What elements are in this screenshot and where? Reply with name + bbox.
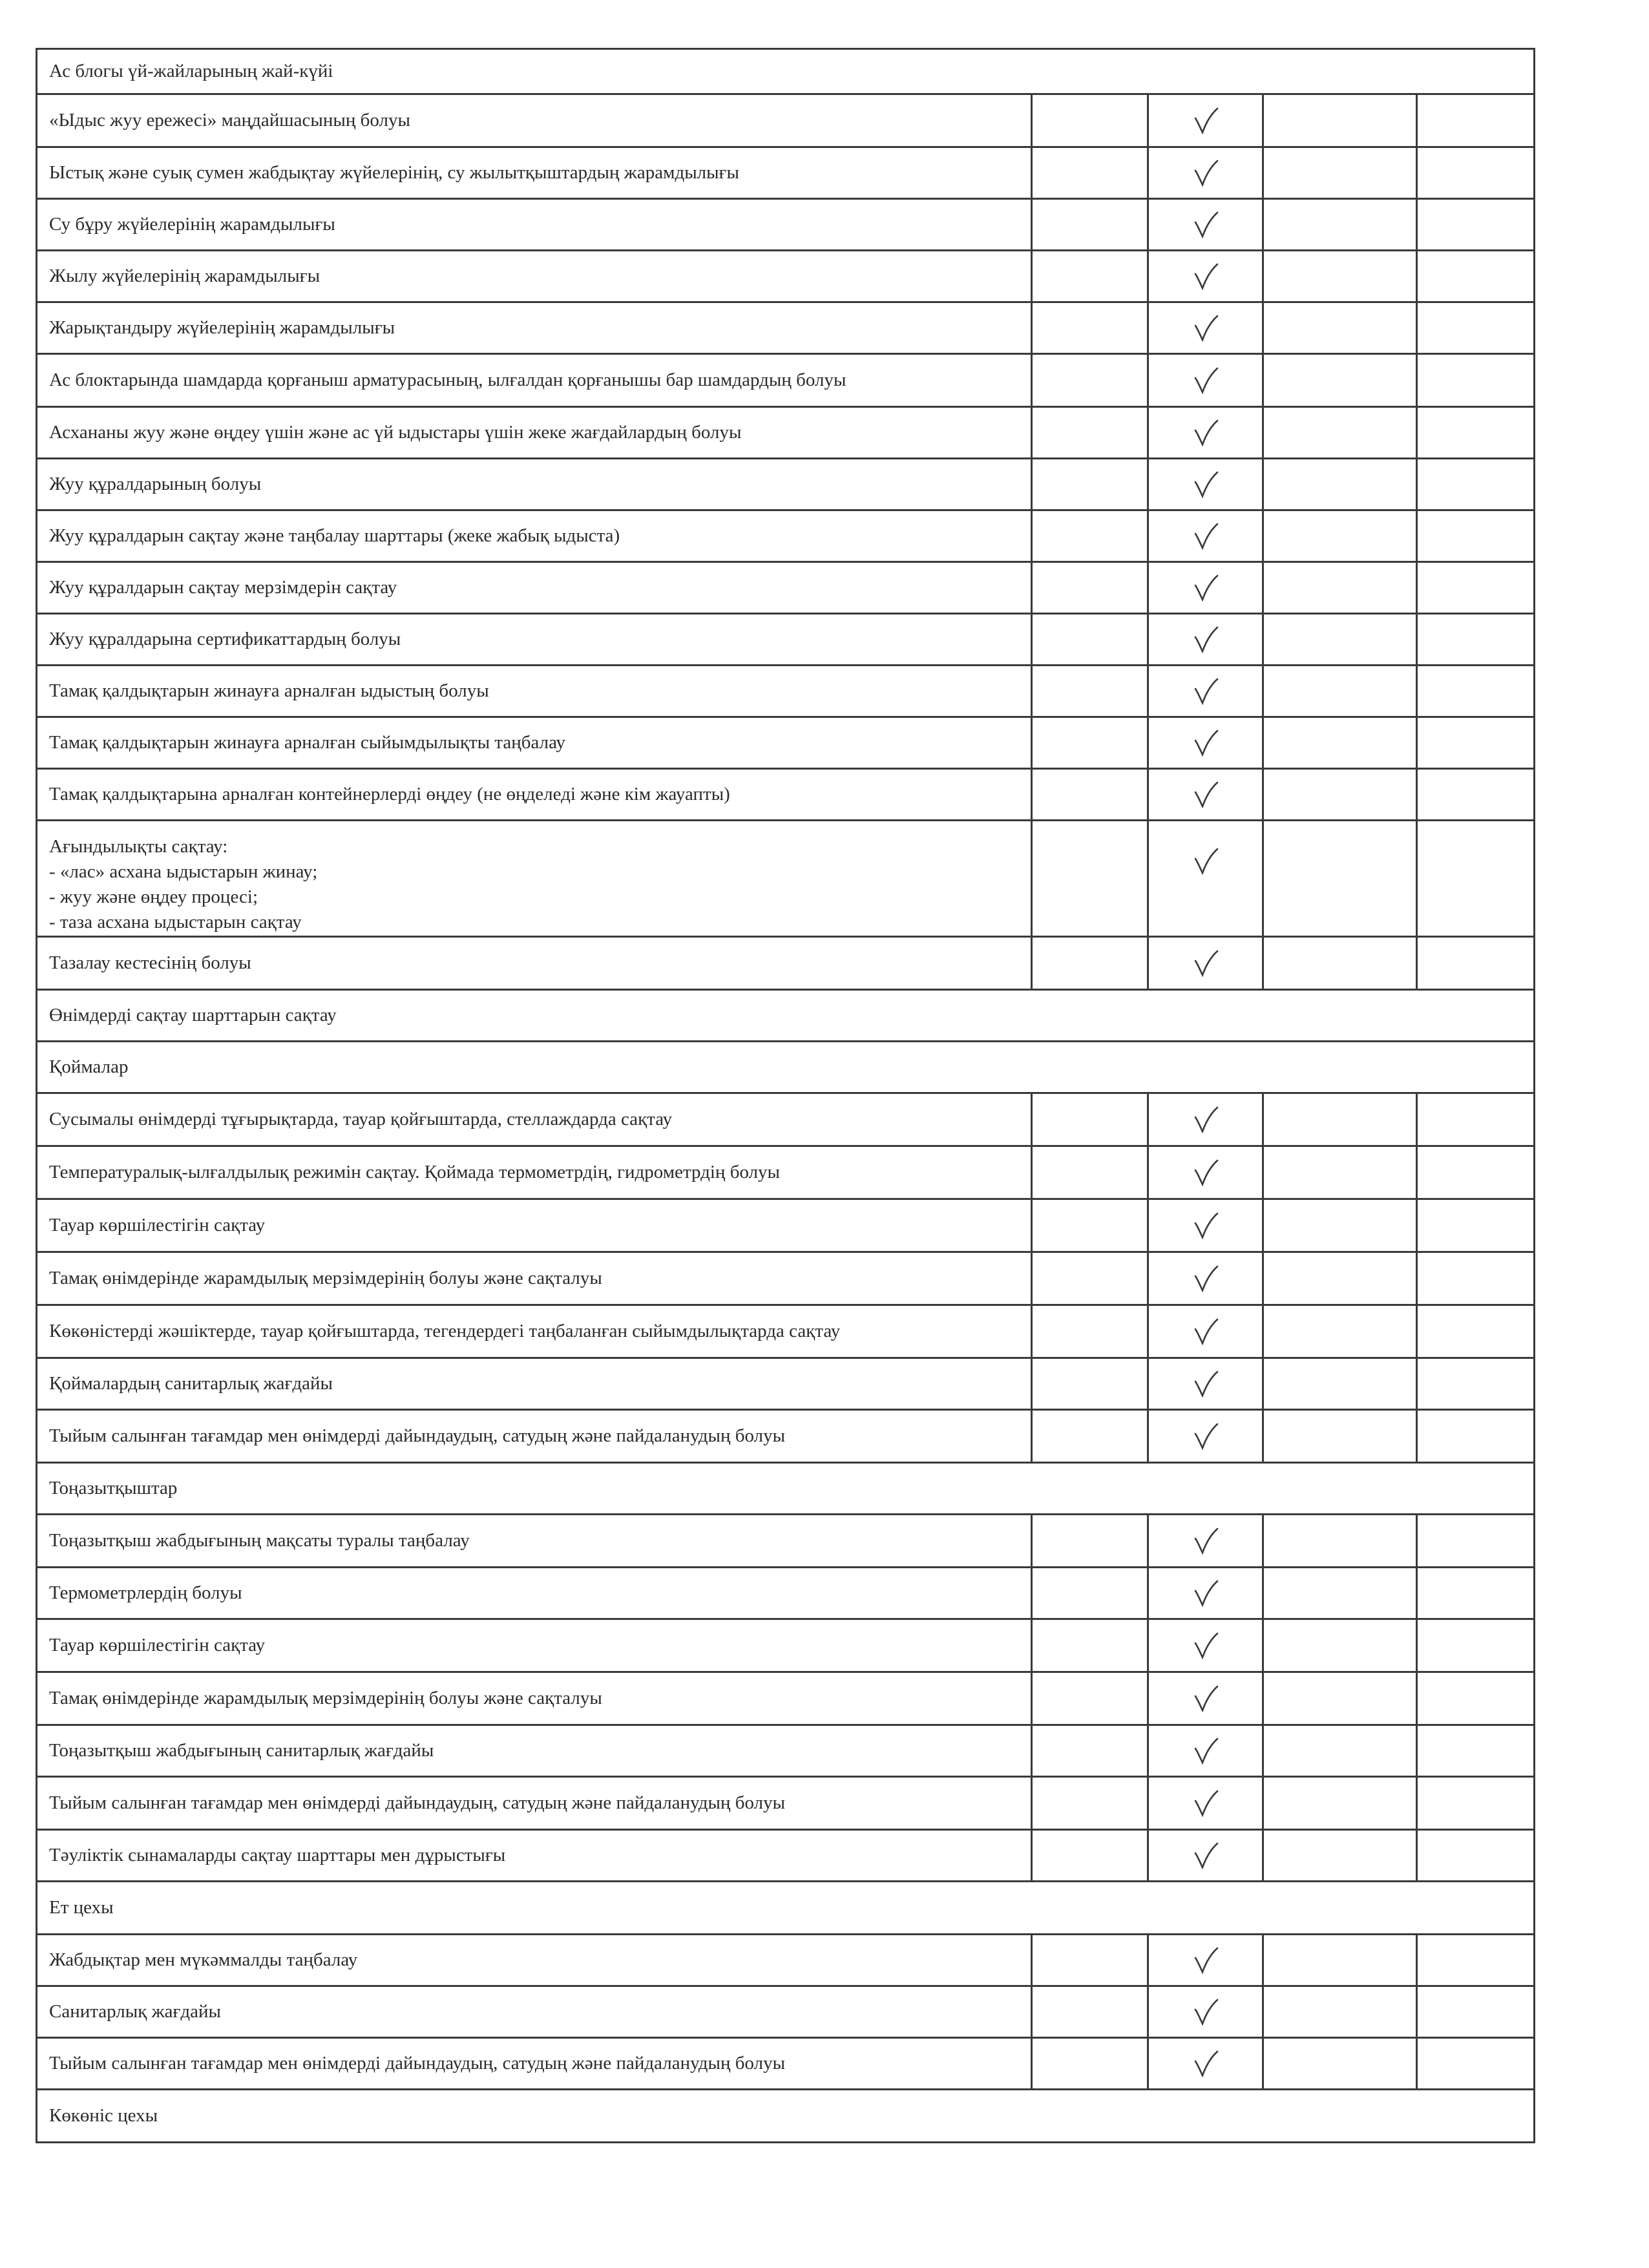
answer-cell-yes [1148,937,1263,990]
answer-cell-1 [1032,1093,1148,1146]
answer-cell-1 [1032,1515,1148,1568]
answer-cell-1 [1032,1252,1148,1305]
answer-cell-3 [1263,1305,1417,1358]
answer-cell-1 [1032,1672,1148,1725]
requirement-line: - таза асхана ыдыстарын сақтау [49,912,302,933]
handwritten-checkmark-icon [1192,1106,1220,1134]
answer-cell-4 [1417,1358,1535,1410]
answer-cell-yes [1148,407,1263,459]
answer-cell-yes [1148,1199,1263,1252]
handwritten-checkmark-icon [1192,211,1220,239]
checklist-row [37,1515,1535,1568]
handwritten-checkmark-icon [1192,1789,1220,1818]
answer-cell-4 [1417,1305,1535,1358]
requirement-text: Тауар көршілестігін сақтау [37,1619,1032,1672]
checklist-row [37,614,1535,666]
answer-cell-3 [1263,1672,1417,1725]
answer-cell-yes [1148,562,1263,614]
requirement-text: Су бұру жүйелерінің жарамдылығы [37,199,1032,251]
answer-cell-3 [1263,937,1417,990]
handwritten-checkmark-icon [1192,1212,1220,1240]
answer-cell-4 [1417,147,1535,199]
answer-cell-3 [1263,407,1417,459]
checklist-row [37,354,1535,407]
checklist-row [37,1093,1535,1146]
answer-cell-4 [1417,1830,1535,1882]
answer-cell-yes [1148,510,1263,562]
checklist-row [37,1777,1535,1830]
answer-cell-4 [1417,510,1535,562]
handwritten-checkmark-icon [1192,262,1220,291]
answer-cell-yes [1148,1093,1263,1146]
requirement-text: Жуу құралдарының болуы [37,459,1032,510]
requirement-text: Тауар көршілестігін сақтау [37,1199,1032,1252]
answer-cell-yes [1148,1410,1263,1463]
answer-cell-1 [1032,614,1148,666]
handwritten-checkmark-icon [1192,729,1220,757]
checklist-row [37,1935,1535,1986]
checklist-row [37,302,1535,354]
handwritten-checkmark-icon [1192,419,1220,447]
checklist-row [37,510,1535,562]
answer-cell-1 [1032,302,1148,354]
handwritten-checkmark-icon [1192,1527,1220,1555]
handwritten-checkmark-icon [1192,1159,1220,1187]
handwritten-checkmark-icon [1192,470,1220,499]
requirement-text: Температуралық-ылғалдылық режимін сақтау. Қоймада термометрдің, гидрометрдің болуы [37,1146,1032,1199]
answer-cell-yes [1148,614,1263,666]
answer-cell-4 [1417,666,1535,717]
answer-cell-yes [1148,199,1263,251]
checklist-row [37,1830,1535,1882]
answer-cell-4 [1417,769,1535,821]
answer-cell-4 [1417,1093,1535,1146]
checklist-sheet [36,48,1533,2143]
answer-cell-3 [1263,717,1417,769]
answer-cell-4 [1417,199,1535,251]
answer-cell-4 [1417,1777,1535,1830]
handwritten-checkmark-icon [1192,949,1220,978]
requirement-text: Асхананы жуу және өңдеу үшін және ас үй ыдыстары үшін жеке жағдайлардың болуы [37,407,1032,459]
answer-cell-1 [1032,459,1148,510]
answer-cell-1 [1032,1410,1148,1463]
handwritten-checkmark-icon [1192,1842,1220,1870]
handwritten-checkmark-icon [1192,1632,1220,1660]
answer-cell-yes [1148,717,1263,769]
answer-cell-yes [1148,147,1263,199]
section-header-row [37,1463,1535,1515]
handwritten-checkmark-icon [1192,366,1220,395]
answer-cell-1 [1032,1619,1148,1672]
handwritten-checkmark-icon [1192,1998,1220,2026]
answer-cell-yes [1148,1619,1263,1672]
requirement-text: Тамақ өнімдерінде жарамдылық мерзімдерінің болуы және сақталуы [37,1672,1032,1725]
answer-cell-1 [1032,1777,1148,1830]
checklist-row [37,1410,1535,1463]
requirement-text: Санитарлық жағдайы [37,1986,1032,2038]
answer-cell-3 [1263,1252,1417,1305]
answer-cell-3 [1263,1777,1417,1830]
handwritten-checkmark-icon [1192,107,1220,135]
answer-cell-yes [1148,251,1263,302]
answer-cell-1 [1032,1568,1148,1619]
requirement-text: Тыйым салынған тағамдар мен өнімдерді дайындаудың, сатудың және пайдаланудың болуы [37,2038,1032,2090]
requirement-text: «Ыдыс жуу ережесі» маңдайшасының болуы [37,94,1032,147]
handwritten-checkmark-icon [1192,1318,1220,1346]
answer-cell-4 [1417,1619,1535,1672]
requirement-text: Жабдықтар мен мүкәммалды таңбалау [37,1935,1032,1986]
requirement-text: Жарықтандыру жүйелерінің жарамдылығы [37,302,1032,354]
answer-cell-1 [1032,2038,1148,2090]
checklist-row [37,1358,1535,1410]
answer-cell-1 [1032,717,1148,769]
answer-cell-1 [1032,510,1148,562]
inspection-checklist-table [36,48,1535,2143]
requirement-text: Тыйым салынған тағамдар мен өнімдерді дайындаудың, сатудың және пайдаланудың болуы [37,1777,1032,1830]
requirement-text: Ас блоктарында шамдарда қорғаныш арматурасының, ылғалдан қорғанышы бар шамдардың болуы [37,354,1032,407]
answer-cell-3 [1263,562,1417,614]
handwritten-checkmark-icon [1192,847,1220,876]
answer-cell-yes [1148,302,1263,354]
requirement-text [37,821,1032,937]
answer-cell-yes [1148,1777,1263,1830]
checklist-row [37,147,1535,199]
requirement-line: - «лас» асхана ыдыстарын жинау; [49,861,318,883]
answer-cell-yes [1148,94,1263,147]
answer-cell-3 [1263,1146,1417,1199]
checklist-row [37,937,1535,990]
requirement-text: Сусымалы өнімдерді тұғырықтарда, тауар қойғыштарда, стеллаждарда сақтау [37,1093,1032,1146]
checklist-row [37,1305,1535,1358]
section-title: Қоймалар [37,1042,1535,1093]
checklist-row [37,1672,1535,1725]
section-header-row [37,1042,1535,1093]
answer-cell-yes [1148,821,1263,937]
handwritten-checkmark-icon [1192,574,1220,602]
section-header-row [37,1882,1535,1935]
answer-cell-yes [1148,1725,1263,1777]
answer-cell-3 [1263,459,1417,510]
handwritten-checkmark-icon [1192,1422,1220,1451]
answer-cell-4 [1417,1568,1535,1619]
answer-cell-3 [1263,251,1417,302]
answer-cell-1 [1032,769,1148,821]
answer-cell-3 [1263,1410,1417,1463]
answer-cell-3 [1263,1358,1417,1410]
answer-cell-yes [1148,1252,1263,1305]
answer-cell-4 [1417,562,1535,614]
answer-cell-3 [1263,1619,1417,1672]
answer-cell-4 [1417,2038,1535,2090]
section-header-row [37,990,1535,1042]
answer-cell-yes [1148,1305,1263,1358]
answer-cell-4 [1417,302,1535,354]
answer-cell-yes [1148,2038,1263,2090]
requirement-text: Көкөністерді жәшіктерде, тауар қойғыштарда, тегендердегі таңбаланған сыйымдылықтарда сақтау [37,1305,1032,1358]
answer-cell-4 [1417,717,1535,769]
answer-cell-yes [1148,1830,1263,1882]
answer-cell-3 [1263,821,1417,937]
section-title: Ет цехы [37,1882,1535,1935]
answer-cell-4 [1417,1515,1535,1568]
answer-cell-4 [1417,1935,1535,1986]
handwritten-checkmark-icon [1192,677,1220,706]
answer-cell-4 [1417,1410,1535,1463]
requirement-text: Тамақ өнімдерінде жарамдылық мерзімдерінің болуы және сақталуы [37,1252,1032,1305]
answer-cell-1 [1032,666,1148,717]
section-header-row [37,2090,1535,2143]
handwritten-checkmark-icon [1192,522,1220,551]
requirement-text: Тоңазытқыш жабдығының санитарлық жағдайы [37,1725,1032,1777]
answer-cell-3 [1263,1568,1417,1619]
answer-cell-yes [1148,459,1263,510]
answer-cell-3 [1263,1515,1417,1568]
checklist-row [37,717,1535,769]
checklist-row [37,407,1535,459]
checklist-row [37,562,1535,614]
checklist-row [37,94,1535,147]
checklist-row [37,1252,1535,1305]
answer-cell-yes [1148,354,1263,407]
answer-cell-4 [1417,1986,1535,2038]
checklist-row [37,1725,1535,1777]
requirement-text: Жылу жүйелерінің жарамдылығы [37,251,1032,302]
requirement-line: Ағындылықты сақтау: [49,836,228,857]
checklist-row [37,2038,1535,2090]
answer-cell-3 [1263,1199,1417,1252]
answer-cell-3 [1263,354,1417,407]
answer-cell-yes [1148,1568,1263,1619]
answer-cell-4 [1417,1725,1535,1777]
answer-cell-4 [1417,821,1535,937]
requirement-text: Термометрлердің болуы [37,1568,1032,1619]
checklist-row [37,1568,1535,1619]
answer-cell-3 [1263,769,1417,821]
answer-cell-3 [1263,666,1417,717]
answer-cell-1 [1032,354,1148,407]
answer-cell-yes [1148,1986,1263,2038]
answer-cell-1 [1032,562,1148,614]
handwritten-checkmark-icon [1192,1265,1220,1293]
answer-cell-yes [1148,769,1263,821]
answer-cell-yes [1148,1672,1263,1725]
answer-cell-4 [1417,614,1535,666]
checklist-row [37,1986,1535,2038]
answer-cell-1 [1032,407,1148,459]
handwritten-checkmark-icon [1192,1370,1220,1398]
section-title: Өнімдерді сақтау шарттарын сақтау [37,990,1535,1042]
answer-cell-1 [1032,1199,1148,1252]
answer-cell-yes [1148,1358,1263,1410]
requirement-text: Қоймалардың санитарлық жағдайы [37,1358,1032,1410]
answer-cell-yes [1148,1146,1263,1199]
checklist-row [37,459,1535,510]
answer-cell-yes [1148,1935,1263,1986]
answer-cell-1 [1032,1305,1148,1358]
requirement-text: Жуу құралдарына сертификаттардың болуы [37,614,1032,666]
answer-cell-3 [1263,1986,1417,2038]
answer-cell-3 [1263,2038,1417,2090]
answer-cell-1 [1032,1358,1148,1410]
answer-cell-3 [1263,1725,1417,1777]
handwritten-checkmark-icon [1192,1737,1220,1765]
answer-cell-4 [1417,1199,1535,1252]
answer-cell-3 [1263,302,1417,354]
handwritten-checkmark-icon [1192,625,1220,654]
answer-cell-1 [1032,147,1148,199]
answer-cell-4 [1417,407,1535,459]
handwritten-checkmark-icon [1192,1685,1220,1713]
checklist-row [37,821,1535,937]
checklist-row [37,1619,1535,1672]
answer-cell-1 [1032,199,1148,251]
requirement-text: Тәуліктік сынамаларды сақтау шарттары мен дұрыстығы [37,1830,1032,1882]
checklist-row [37,251,1535,302]
answer-cell-4 [1417,937,1535,990]
answer-cell-1 [1032,94,1148,147]
answer-cell-yes [1148,666,1263,717]
answer-cell-4 [1417,354,1535,407]
section-title: Тоңазытқыштар [37,1463,1535,1515]
answer-cell-1 [1032,1725,1148,1777]
answer-cell-4 [1417,1672,1535,1725]
answer-cell-1 [1032,821,1148,937]
answer-cell-1 [1032,1935,1148,1986]
requirement-text: Тамақ қалдықтарына арналған контейнерлерді өңдеу (не өңделеді және кім жауапты) [37,769,1032,821]
answer-cell-3 [1263,147,1417,199]
answer-cell-3 [1263,1935,1417,1986]
answer-cell-1 [1032,1830,1148,1882]
answer-cell-3 [1263,614,1417,666]
handwritten-checkmark-icon [1192,2050,1220,2078]
checklist-row [37,199,1535,251]
requirement-text: Жуу құралдарын сақтау мерзімдерін сақтау [37,562,1032,614]
requirement-text: Тамақ қалдықтарын жинауға арналған ыдыстың болуы [37,666,1032,717]
answer-cell-yes [1148,1515,1263,1568]
checklist-row [37,1146,1535,1199]
answer-cell-4 [1417,251,1535,302]
answer-cell-1 [1032,937,1148,990]
requirement-text: Тамақ қалдықтарын жинауға арналған сыйымдылықты таңбалау [37,717,1032,769]
requirement-text: Тыйым салынған тағамдар мен өнімдерді дайындаудың, сатудың және пайдаланудың болуы [37,1410,1032,1463]
checklist-row [37,769,1535,821]
answer-cell-4 [1417,459,1535,510]
answer-cell-3 [1263,1830,1417,1882]
answer-cell-3 [1263,510,1417,562]
checklist-row [37,666,1535,717]
handwritten-checkmark-icon [1192,1946,1220,1975]
answer-cell-1 [1032,1986,1148,2038]
requirement-line: - жуу және өңдеу процесі; [49,887,258,908]
requirement-text: Тазалау кестесінің болуы [37,937,1032,990]
handwritten-checkmark-icon [1192,1579,1220,1608]
answer-cell-4 [1417,94,1535,147]
answer-cell-4 [1417,1146,1535,1199]
checklist-row [37,1199,1535,1252]
answer-cell-3 [1263,1093,1417,1146]
section-title: Көкөніс цехы [37,2090,1535,2143]
requirement-text: Жуу құралдарын сақтау және таңбалау шарттары (жеке жабық ыдыста) [37,510,1032,562]
section-title: Ас блогы үй-жайларының жай-күйі [37,49,1535,94]
answer-cell-4 [1417,1252,1535,1305]
handwritten-checkmark-icon [1192,159,1220,187]
handwritten-checkmark-icon [1192,781,1220,809]
answer-cell-3 [1263,94,1417,147]
section-header-row [37,49,1535,94]
handwritten-checkmark-icon [1192,314,1220,342]
requirement-text: Тоңазытқыш жабдығының мақсаты туралы таңбалау [37,1515,1032,1568]
answer-cell-3 [1263,199,1417,251]
answer-cell-1 [1032,251,1148,302]
requirement-text: Ыстық және суық сумен жабдықтау жүйелерінің, су жылытқыштардың жарамдылығы [37,147,1032,199]
answer-cell-1 [1032,1146,1148,1199]
